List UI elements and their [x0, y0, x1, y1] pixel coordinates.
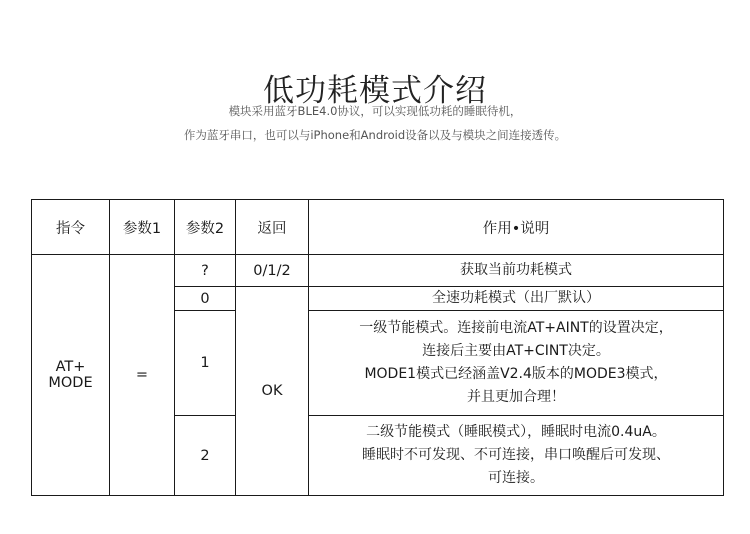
- return-cell: OK: [236, 287, 309, 496]
- description-line: 二级节能模式（睡眠模式），睡眠时电流0.4uA。: [366, 424, 666, 440]
- header-return: 返回: [236, 200, 309, 255]
- description-line: 可连接。: [488, 470, 544, 486]
- subtitle-line-2: 作为蓝牙串口，也可以与iPhone和Android设备以及与模块之间连接透传。: [183, 128, 567, 142]
- param2-cell: 0: [175, 287, 236, 311]
- param2-cell: 2: [175, 416, 236, 496]
- description-line: MODE1模式已经涵盖V2.4版本的MODE3模式，: [364, 366, 668, 382]
- description-cell: [309, 416, 724, 496]
- param1-cell: =: [110, 255, 175, 496]
- description-cell: [309, 311, 724, 416]
- table-header-row: [32, 200, 724, 255]
- header-param1: 参数1: [110, 200, 175, 255]
- param2-cell: ?: [175, 255, 236, 287]
- command-spec-table: [31, 199, 724, 496]
- description-line: 并且更加合理！: [467, 389, 565, 405]
- description-line: 一级节能模式。连接前电流AT+AINT的设置决定，: [359, 320, 673, 336]
- header-param2: 参数2: [175, 200, 236, 255]
- header-command: 指令: [32, 200, 110, 255]
- description-line: 连接后主要由AT+CINT决定。: [422, 343, 610, 359]
- command-line-1: AT+: [55, 359, 86, 375]
- subtitle-line-1: 模块采用蓝牙BLE4.0协议，可以实现低功耗的睡眠待机，: [228, 104, 522, 118]
- page-title: 低功耗模式介绍: [263, 72, 487, 109]
- description-cell: 全速功耗模式（出厂默认）: [309, 287, 724, 311]
- header-description: 作用•说明: [309, 200, 724, 255]
- table-row: [32, 255, 724, 287]
- return-cell: 0/1/2: [236, 255, 309, 287]
- command-cell: [32, 255, 110, 496]
- param2-cell: 1: [175, 311, 236, 416]
- command-line-2: MODE: [48, 375, 93, 391]
- description-cell: 获取当前功耗模式: [309, 255, 724, 287]
- description-line: 睡眠时不可发现、不可连接，串口唤醒后可发现、: [362, 447, 670, 463]
